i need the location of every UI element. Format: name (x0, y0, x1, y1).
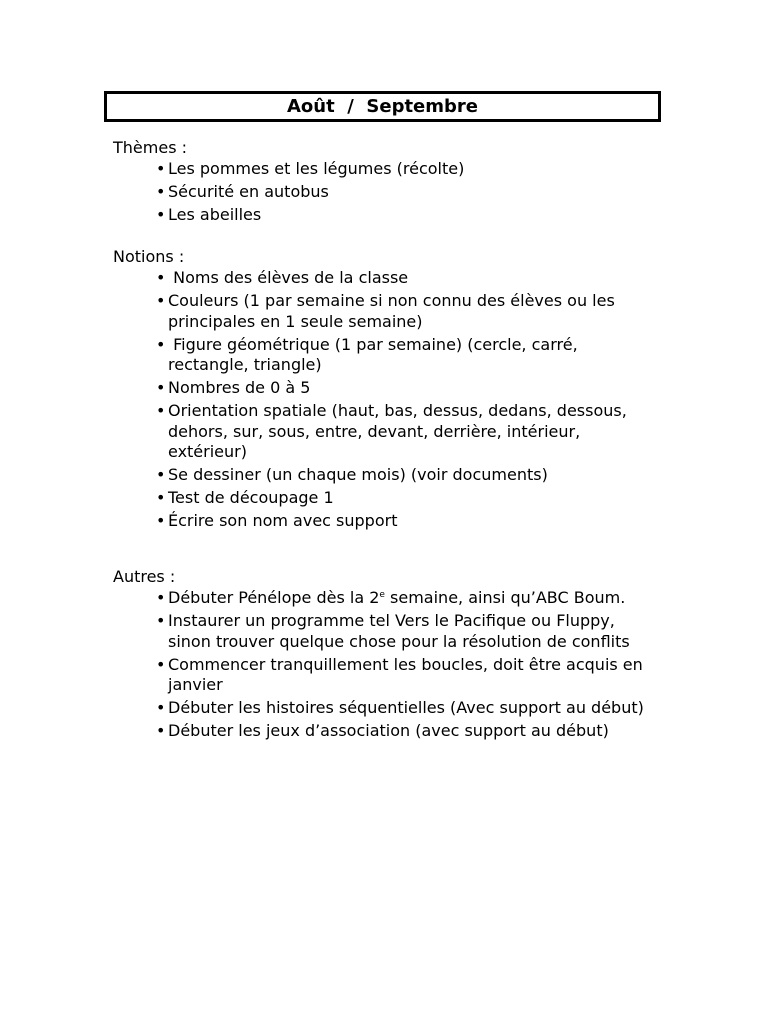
title-month-2: Septembre (366, 96, 478, 117)
themes-section (113, 137, 673, 228)
notions-section (113, 246, 673, 534)
bullet-icon: • (156, 401, 166, 420)
bullet-icon: • (156, 588, 166, 607)
bullet-icon: • (156, 721, 166, 740)
bullet-icon: • (156, 698, 166, 717)
list-item: • Figure géométrique (1 par semaine) (cercle, carré, rectangle, triangle) (156, 334, 583, 374)
bullet-icon: • (156, 611, 166, 630)
list-item: • Débuter Pénélope dès la 2e semaine, ainsi qu’ABC Boum. (156, 588, 626, 607)
themes-list (113, 159, 673, 226)
notions-list (113, 268, 663, 532)
autres-section (113, 566, 673, 744)
bullet-icon: • (156, 182, 166, 201)
list-item: • Nombres de 0 à 5 (156, 378, 311, 397)
list-item: • Instaurer un programme tel Vers le Pacifique ou Fluppy, sinon trouver quelque chose pour la résolution de conflits (156, 611, 630, 651)
bullet-icon: • (156, 654, 166, 674)
list-item: • Noms des élèves de la classe (156, 268, 409, 287)
list-item: • Test de découpage 1 (156, 488, 334, 507)
title-month-1: Août (287, 96, 335, 117)
bullet-icon: • (156, 205, 166, 224)
bullet-icon: • (156, 511, 166, 530)
title-separator: / (347, 96, 354, 117)
bullet-icon: • (156, 378, 166, 397)
notions-heading: Notions : (113, 247, 185, 266)
list-item: • Les abeilles (156, 205, 262, 224)
list-item: • Couleurs (1 par semaine si non connu des élèves ou les principales en 1 seule semaine) (156, 291, 620, 331)
list-item: • Les pommes et les légumes (récolte) (156, 159, 465, 178)
list-item: • Commencer tranquillement les boucles, doit être acquis en janvier (156, 654, 648, 694)
list-item: • Débuter les histoires séquentielles (Avec support au début) (156, 698, 644, 717)
title-spacer (335, 96, 348, 117)
bullet-icon: • (156, 159, 166, 178)
bullet-icon: • (156, 334, 166, 354)
themes-heading: Thèmes : (113, 138, 187, 157)
page-title-box (104, 91, 661, 122)
bullet-icon: • (156, 465, 166, 484)
list-item: • Orientation spatiale (haut, bas, dessus, dedans, dessous, dehors, sur, sous, entre, devant, derrière, intérieur, extérieur) (156, 401, 632, 461)
bullet-icon: • (156, 268, 166, 287)
title-spacer (354, 96, 367, 117)
autres-list (113, 588, 661, 742)
list-item: • Se dessiner (un chaque mois) (voir documents) (156, 465, 548, 484)
list-item: • Sécurité en autobus (156, 182, 329, 201)
bullet-icon: • (156, 291, 166, 310)
list-item: • Débuter les jeux d’association (avec support au début) (156, 721, 609, 740)
list-item: • Écrire son nom avec support (156, 511, 398, 530)
autres-heading: Autres : (113, 567, 176, 586)
bullet-icon: • (156, 488, 166, 507)
